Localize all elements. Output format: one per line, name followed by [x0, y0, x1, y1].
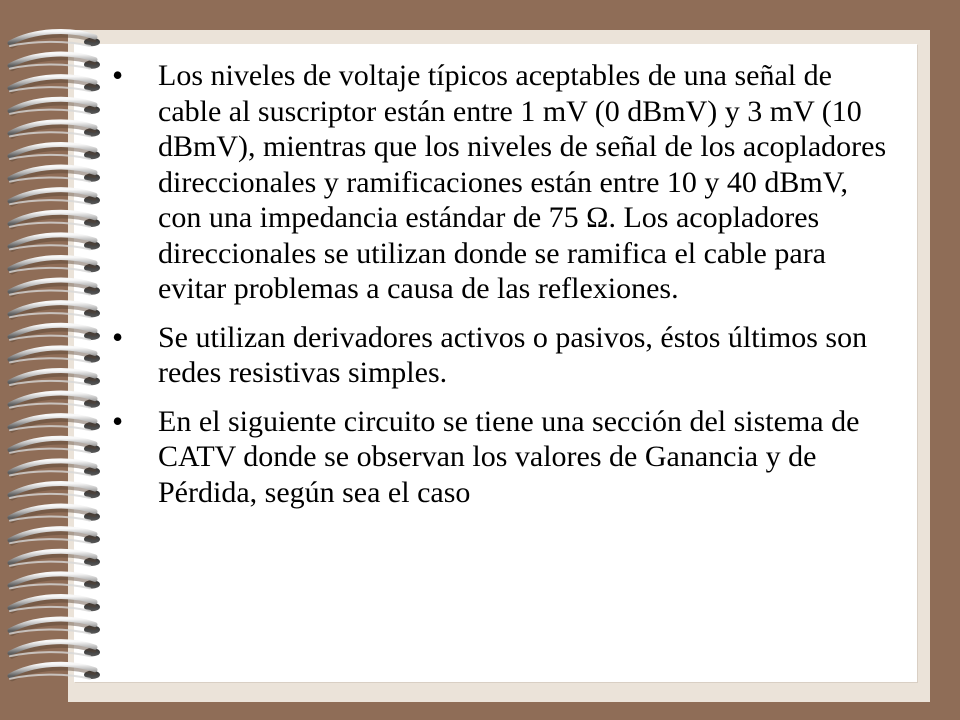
binding-ring: [10, 574, 100, 589]
bullet-marker: •: [112, 318, 124, 355]
binding-ring: [10, 506, 100, 521]
binding-ring: [10, 99, 100, 114]
bullet-text: Se utilizan derivadores activos o pasivos, éstos últimos son redes resistivas simples.: [158, 320, 868, 389]
bullet-item-circuit: [112, 404, 897, 511]
bullet-marker: •: [112, 402, 124, 439]
binding-ring: [10, 54, 100, 69]
binding-ring: [10, 257, 100, 272]
spiral-binding: [0, 0, 120, 720]
bullet-marker: •: [112, 57, 124, 93]
bullet-text: Los niveles de voltaje típicos aceptables de una señal de cable al suscriptor están entre 1 mV (0 dBmV) y 3 mV (10 dBmV), mientras que los niveles de señal de los acopladores direccionales y ramificaciones están entre 10 y 40 dBmV, con una impedancia estándar de 75 Ω. Los acopladores direccionales se utilizan donde se ramifica el cable para evitar problemas a causa de las reflexiones.: [158, 59, 887, 305]
binding-ring: [10, 167, 100, 182]
binding-ring: [10, 416, 100, 431]
binding-ring: [10, 190, 100, 205]
bullet-item-derivadores: [112, 320, 897, 391]
binding-ring: [10, 31, 100, 46]
binding-ring: [10, 122, 100, 137]
slide-content: [112, 58, 897, 523]
binding-ring: [10, 393, 100, 408]
binding-ring: [10, 370, 100, 385]
binding-ring: [10, 144, 100, 159]
binding-ring: [10, 642, 100, 657]
binding-ring: [10, 438, 100, 453]
binding-ring: [10, 348, 100, 363]
binding-ring: [10, 303, 100, 318]
binding-ring: [10, 664, 100, 679]
binding-ring: [10, 483, 100, 498]
bullet-item-voltage-levels: [112, 58, 897, 307]
binding-ring: [10, 280, 100, 295]
binding-ring: [10, 596, 100, 611]
binding-ring: [10, 212, 100, 227]
binding-ring: [10, 235, 100, 250]
bullet-list: [112, 58, 897, 510]
binding-ring: [10, 461, 100, 476]
binding-ring: [10, 619, 100, 634]
bullet-text: En el siguiente circuito se tiene una sección del sistema de CATV donde se observan los valores de Ganancia y de Pérdida, según sea el caso: [158, 404, 860, 509]
binding-ring: [10, 77, 100, 92]
binding-ring: [10, 529, 100, 544]
binding-ring: [10, 551, 100, 566]
binding-ring: [10, 325, 100, 340]
